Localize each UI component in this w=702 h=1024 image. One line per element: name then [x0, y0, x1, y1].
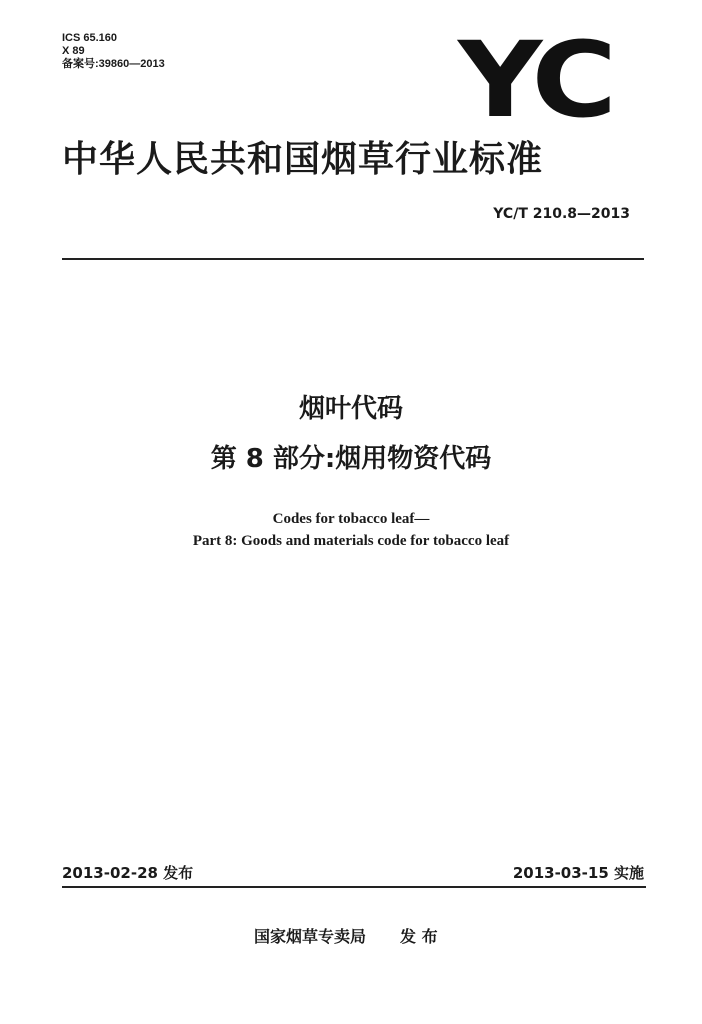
top-divider — [62, 258, 644, 260]
classification-block — [62, 32, 165, 71]
title-english — [0, 508, 702, 552]
issuer-name: 国家烟草专卖局 — [254, 927, 367, 946]
yc-logo: YC — [458, 19, 611, 141]
ics-code: ICS 65.160 — [62, 32, 118, 44]
title-chinese-part: 第 8 部分:烟用物资代码 — [210, 444, 492, 474]
category-code: X 89 — [62, 45, 85, 57]
filing-number: 备案号:39860—2013 — [62, 58, 165, 70]
publish-date: 2013-02-28 发布 — [62, 864, 194, 882]
issuer-action: 发 布 — [400, 927, 438, 946]
standard-authority-heading: 中华人民共和国烟草行业标准 — [62, 139, 544, 180]
standard-number: YC/T 210.8—2013 — [493, 206, 630, 222]
issuer-line — [254, 924, 438, 947]
implement-date: 2013-03-15 实施 — [512, 864, 644, 882]
bottom-divider — [62, 886, 646, 888]
title-english-line1: Codes for tobacco leaf— — [272, 511, 430, 527]
title-english-line2: Part 8: Goods and materials code for tobacco leaf — [192, 533, 510, 549]
title-chinese-main: 烟叶代码 — [298, 394, 403, 424]
